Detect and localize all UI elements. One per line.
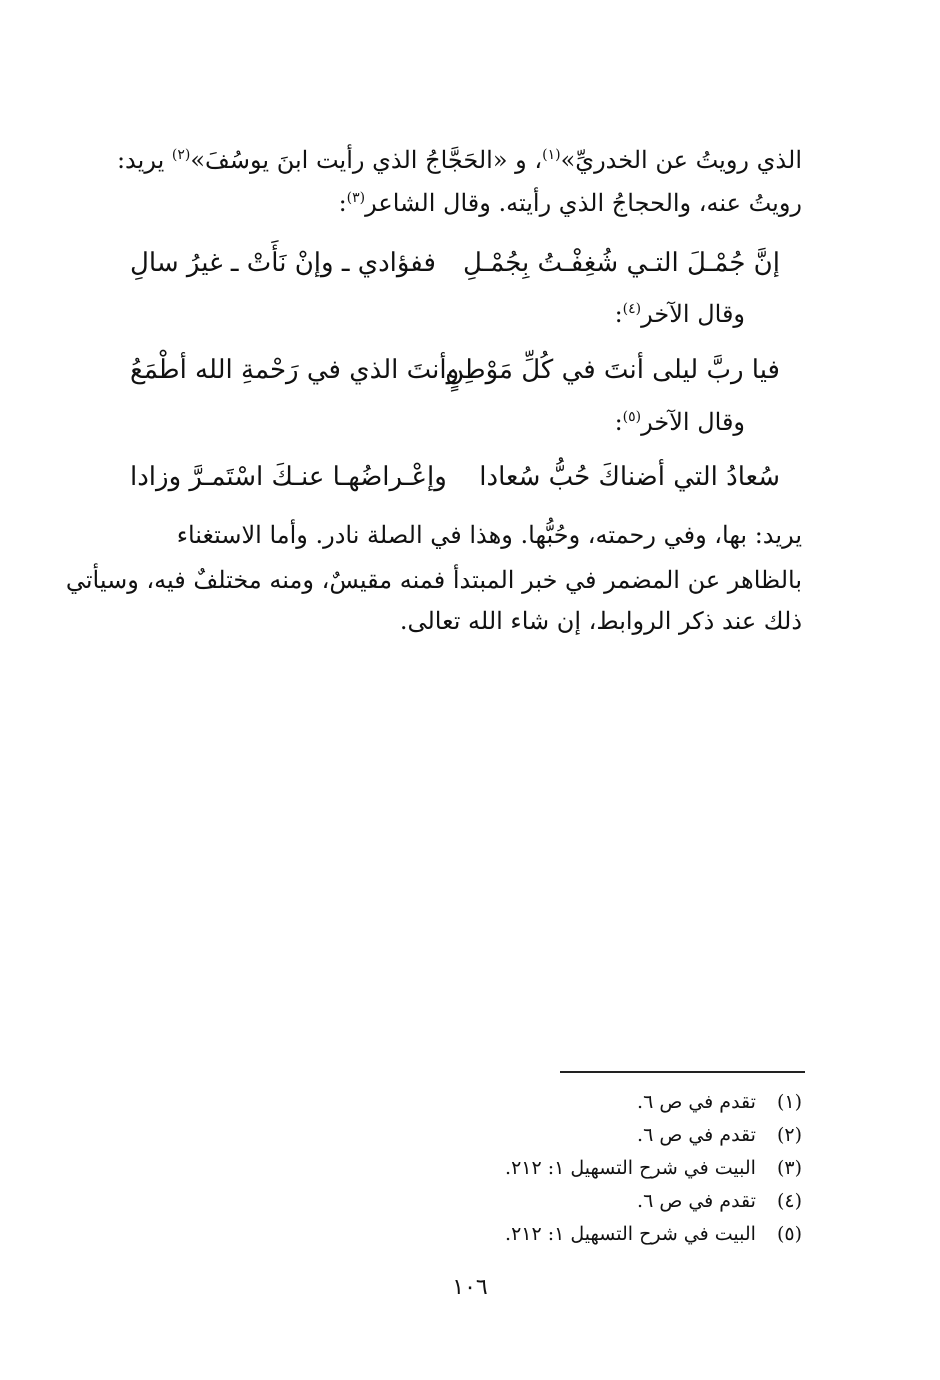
footnote-2: [382, 1120, 802, 1150]
verse-3: [130, 457, 780, 497]
footnote-3-number: (٣): [776, 1157, 802, 1179]
footnote-3-text: البيت في شرح التسهيل ١: ٢١٢.: [505, 1157, 756, 1179]
page-number: ١٠٦: [452, 1275, 488, 1300]
footnote-1-text: تقدم في ص ٦.: [637, 1091, 756, 1113]
verse-3-intro: [615, 405, 745, 439]
body-line-2: [132, 186, 802, 220]
footnote-5: [382, 1219, 802, 1249]
footnote-4: [382, 1186, 802, 1216]
verse-3-intro-colon: :: [614, 408, 623, 436]
footnote-4-text: تقدم في ص ٦.: [637, 1190, 756, 1212]
paragraph-line-1: يريد: بها، وفي رحمته، وحُبُّها. وهذا في الصلة نادر. وأما الاستغناء: [176, 521, 802, 549]
footnote-separator: [560, 1071, 805, 1073]
verse-2-first-hemistich: فيا ربَّ ليلى أنتَ في كُلِّ مَوْطِنٍ: [445, 355, 780, 385]
footnote-3: [382, 1153, 802, 1183]
body-line-1: [116, 143, 802, 177]
footnote-5-text: البيت في شرح التسهيل ١: ٢١٢.: [505, 1223, 756, 1245]
verse-2-intro-colon: :: [614, 300, 623, 328]
paragraph-line-2: بالظاهر عن المضمر في خبر المبتدأ فمنه مقيسٌ، ومنه مختلفٌ فيه، وسيأتي: [65, 566, 802, 594]
footnote-2-text: تقدم في ص ٦.: [637, 1124, 756, 1146]
footnote-1-number: (١): [776, 1091, 802, 1113]
paragraph-line-3: ذلك عند ذكر الروابط، إن شاء الله تعالى.: [399, 607, 802, 635]
verse-2-second-hemistich: وأنتَ الذي في رَحْمةِ الله أطْمَعُ: [130, 355, 460, 385]
verse-1: [130, 243, 780, 283]
body-line-1-part-b: ، و «الحَجَّاجُ الذي رأيت ابنَ يوسُفَ»: [190, 146, 543, 174]
footnote-2-number: (٢): [776, 1124, 802, 1146]
body-line-1-part-c: يريد:: [116, 146, 172, 174]
footnote-5-number: (٥): [776, 1223, 802, 1245]
verse-2: [130, 350, 780, 390]
body-line-2-part-a: رويتُ عنه، والحجاجُ الذي رأيته. وقال الشاعر: [365, 189, 802, 217]
verse-3-first-hemistich: سُعادُ التي أضناكَ حُبُّ سُعادا: [479, 462, 780, 492]
verse-2-intro: [615, 297, 745, 331]
body-line-1-part-a: الذي رويتُ عن الخدريِّ»: [560, 146, 802, 174]
footnote-ref-4[interactable]: (٤): [622, 301, 642, 317]
footnote-1: [382, 1087, 802, 1117]
footnote-ref-2[interactable]: (٢): [171, 147, 191, 163]
verse-1-second-hemistich: ففؤادي ـ وإنْ نَأَتْ ـ غيرُ سالِ: [130, 248, 436, 278]
body-line-2-part-b: :: [338, 189, 347, 217]
footnote-ref-3[interactable]: (٣): [346, 190, 366, 206]
verse-1-first-hemistich: إنَّ جُمْـلَ التـي شُغِفْـتُ بِجُمْـلِ: [462, 248, 780, 278]
verse-3-intro-text: وقال الآخر: [641, 408, 745, 436]
footnote-4-number: (٤): [776, 1190, 802, 1212]
footnote-ref-1[interactable]: (١): [542, 147, 561, 163]
footnote-ref-5[interactable]: (٥): [622, 409, 642, 425]
verse-2-intro-text: وقال الآخر: [641, 300, 745, 328]
verse-3-second-hemistich: وإعْـراضُهـا عنـكَ اسْتَمـرَّ وزادا: [130, 462, 447, 492]
